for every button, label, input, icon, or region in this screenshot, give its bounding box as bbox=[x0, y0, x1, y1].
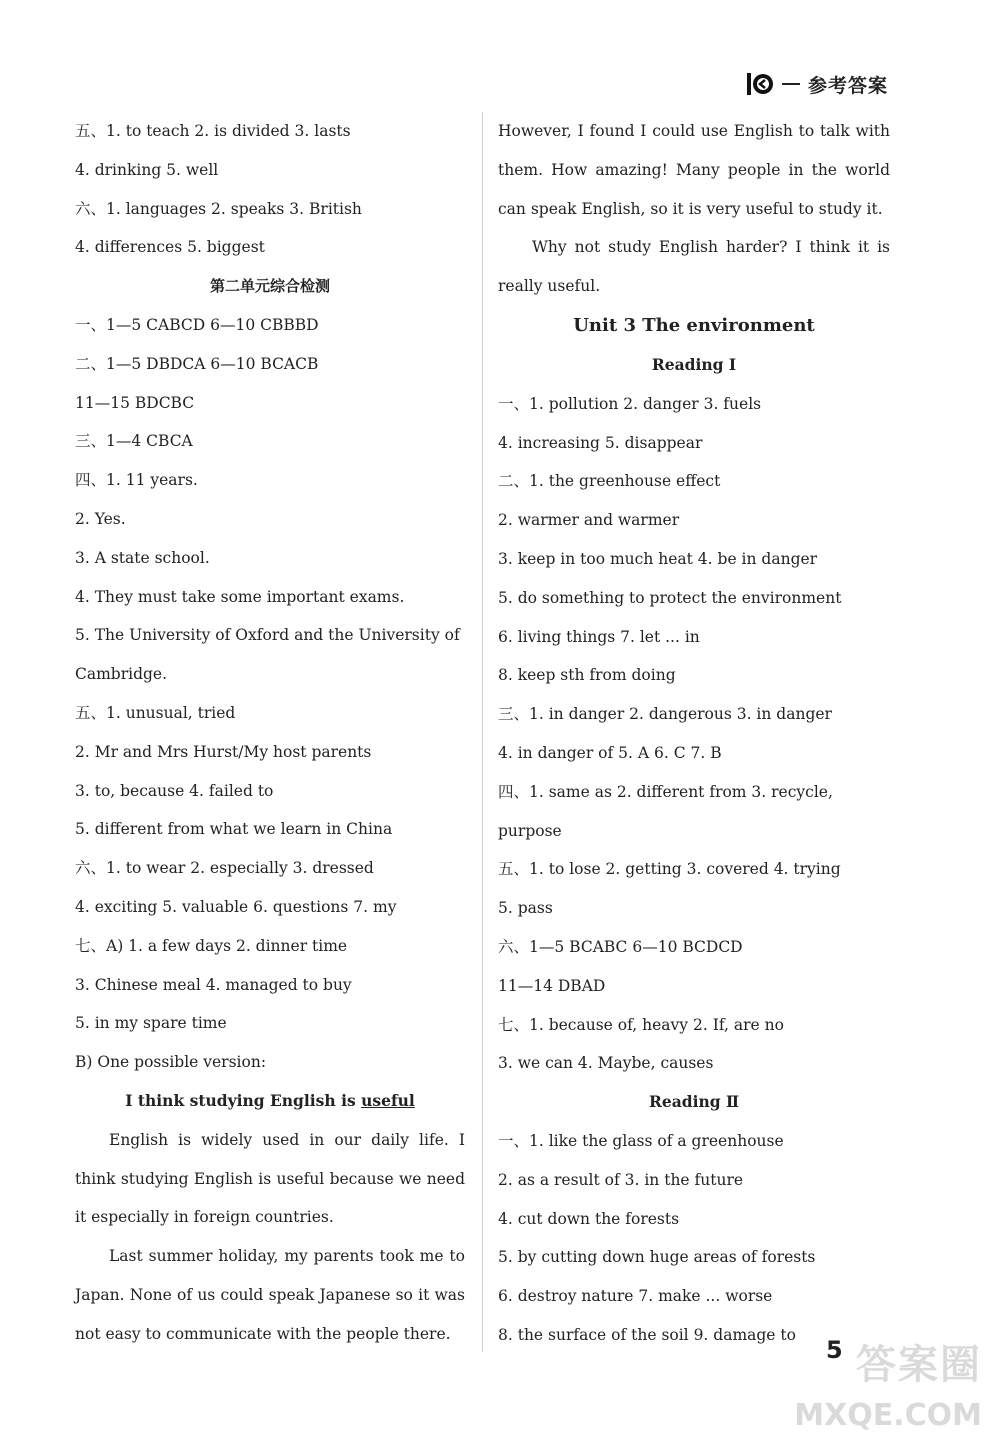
essay-paragraph: Last summer holiday, my parents took me to Japan. None of us could speak Japanese so it was not easy to communicate with the people there. bbox=[75, 1247, 465, 1343]
answer-line: 5. The University of Oxford and the University of bbox=[75, 626, 460, 645]
left-column bbox=[75, 112, 465, 1354]
answer-line: 3. we can 4. Maybe, causes bbox=[498, 1054, 714, 1073]
section-heading: Reading Ⅱ bbox=[648, 1092, 740, 1112]
page-title: 参考答案 bbox=[807, 74, 888, 97]
answer-line: 4. differences 5. biggest bbox=[75, 238, 265, 257]
essay-title bbox=[75, 1082, 465, 1121]
unit-title: Unit 3 The environment bbox=[573, 314, 815, 336]
answer-line: 5. pass bbox=[498, 899, 553, 918]
watermark bbox=[794, 1333, 982, 1433]
essay-paragraph: However, I found I could use English to talk with them. How amazing! Many people in the world can speak English, so it is very useful to study it. bbox=[498, 122, 890, 218]
right-column bbox=[498, 112, 890, 1355]
answer-line: 一、1—5 CABCD 6—10 CBBBD bbox=[75, 315, 319, 334]
answer-line: 4. exciting 5. valuable 6. questions 7. my bbox=[75, 897, 397, 916]
answer-line: 五、1. to lose 2. getting 3. covered 4. trying bbox=[498, 860, 841, 879]
answer-line: purpose bbox=[498, 821, 562, 840]
essay-title-underlined: useful bbox=[361, 1090, 415, 1110]
essay-paragraph: English is widely used in our daily life. I think studying English is useful because we need it especially in foreign countries. bbox=[75, 1130, 465, 1227]
answer-line: 8. the surface of the soil 9. damage to bbox=[498, 1325, 796, 1344]
answer-line: 5. do something to protect the environment bbox=[498, 588, 842, 607]
logo-icon bbox=[746, 70, 774, 98]
answer-line: 2. Yes. bbox=[75, 509, 126, 528]
answer-line: 2. as a result of 3. in the future bbox=[498, 1170, 744, 1189]
section-heading: Reading Ⅰ bbox=[651, 354, 737, 374]
answer-line: 一、1. like the glass of a greenhouse bbox=[498, 1131, 784, 1150]
answer-line: 二、1. the greenhouse effect bbox=[498, 472, 721, 491]
answer-line: 三、1. in danger 2. dangerous 3. in danger bbox=[498, 705, 832, 724]
answer-line: 4. drinking 5. well bbox=[75, 160, 219, 179]
answer-line: 4. cut down the forests bbox=[498, 1209, 680, 1228]
answer-line: 2. warmer and warmer bbox=[498, 511, 680, 530]
answer-line: 4. in danger of 5. A 6. C 7. B bbox=[498, 743, 722, 762]
answer-line: 5. different from what we learn in China bbox=[75, 820, 393, 839]
watermark-bottom: MXQE.COM bbox=[794, 1398, 982, 1433]
answer-line: 四、1. same as 2. different from 3. recycle, bbox=[498, 782, 833, 801]
header-dash bbox=[782, 83, 800, 85]
answer-line: 七、1. because of, heavy 2. If, are no bbox=[498, 1015, 784, 1034]
essay-title-main: I think studying English is bbox=[125, 1090, 362, 1110]
answer-line: 8. keep sth from doing bbox=[498, 666, 676, 685]
answer-line: 11—15 BDCBC bbox=[75, 393, 195, 412]
answer-line: 六、1. languages 2. speaks 3. British bbox=[75, 199, 362, 218]
answer-line: 七、A) 1. a few days 2. dinner time bbox=[75, 936, 348, 955]
answer-line: 五、1. to teach 2. is divided 3. lasts bbox=[75, 122, 351, 140]
answer-line: 11—14 DBAD bbox=[498, 976, 606, 995]
answer-line: 四、1. 11 years. bbox=[75, 471, 198, 490]
essay-paragraph: Why not study English harder? I think it is really useful. bbox=[498, 238, 890, 296]
answer-line: 3. Chinese meal 4. managed to buy bbox=[75, 975, 352, 994]
section-heading: 第二单元综合检测 bbox=[209, 277, 330, 296]
column-divider bbox=[482, 112, 483, 1352]
answer-line: 二、1—5 DBDCA 6—10 BCACB bbox=[75, 354, 319, 373]
answer-line: 2. Mr and Mrs Hurst/My host parents bbox=[75, 742, 372, 761]
answer-line: 六、1—5 BCABC 6—10 BCDCD bbox=[498, 937, 743, 956]
answer-line: Cambridge. bbox=[75, 665, 168, 684]
answer-line: 3. A state school. bbox=[75, 548, 210, 567]
answer-line: 4. increasing 5. disappear bbox=[498, 433, 703, 452]
answer-line: 三、1—4 CBCA bbox=[75, 432, 193, 451]
page-header bbox=[746, 70, 888, 98]
answer-line: 3. to, because 4. failed to bbox=[75, 781, 274, 800]
answer-line: 6. living things 7. let ... in bbox=[498, 627, 700, 646]
answer-line: 一、1. pollution 2. danger 3. fuels bbox=[498, 394, 762, 413]
page-number: 5 bbox=[826, 1336, 843, 1364]
answer-line: B) One possible version: bbox=[75, 1053, 267, 1072]
answer-line: 4. They must take some important exams. bbox=[75, 587, 405, 606]
watermark-top: 答案圈 bbox=[856, 1342, 982, 1388]
answer-line: 5. by cutting down huge areas of forests bbox=[498, 1248, 816, 1267]
answer-line: 3. keep in too much heat 4. be in danger bbox=[498, 549, 818, 568]
answer-line: 五、1. unusual, tried bbox=[75, 703, 236, 722]
answer-line: 5. in my spare time bbox=[75, 1014, 227, 1033]
answer-line: 六、1. to wear 2. especially 3. dressed bbox=[75, 859, 374, 878]
answer-line: 6. destroy nature 7. make ... worse bbox=[498, 1287, 773, 1306]
